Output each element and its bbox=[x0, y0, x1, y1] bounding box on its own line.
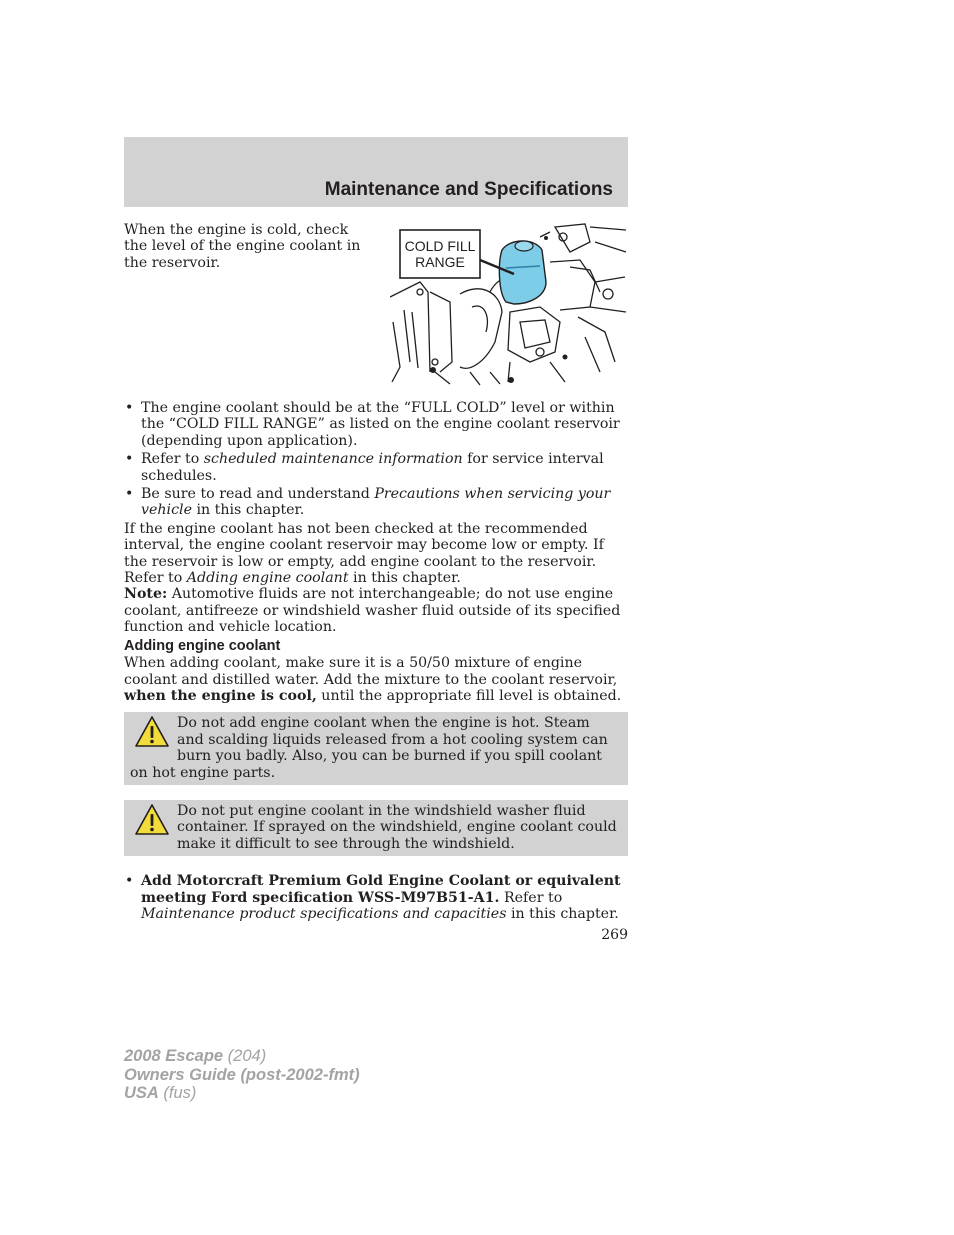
engine-coolant-figure bbox=[390, 222, 628, 387]
cross-reference: Adding engine coolant bbox=[186, 570, 349, 587]
page-title: Maintenance and Specifications bbox=[324, 179, 613, 200]
adding-coolant-paragraph: When adding coolant, make sure it is a 50/50 mixture of engine coolant and distilled water. Add the mixture to the coolant reservoir, when the engine is cool, until the appropriate fill level is obtained. bbox=[124, 655, 622, 704]
body-column bbox=[124, 400, 628, 924]
note-label: Note: bbox=[124, 586, 168, 603]
cross-reference: Precautions when servicing your vehicle bbox=[141, 486, 611, 519]
list-item: • Add Motorcraft Premium Gold Engine Coolant or equivalent meeting Ford specification WSS-M97B51-A1. Refer to Maintenance product specifications and capacities in this chapter. bbox=[124, 873, 628, 922]
header-band bbox=[124, 137, 628, 207]
note-paragraph: Note: Automotive fluids are not interchangeable; do not use engine coolant, antifreeze or windshield washer fluid outside of its specified function and vehicle location. bbox=[124, 586, 621, 636]
document-footer bbox=[124, 1047, 360, 1103]
warning-text: Do not add engine coolant when the engine is hot. Steam and scalding liquids released from a hot cooling system can burn you badly. Also, you can be burned if you spill coolant on hot engine parts. bbox=[130, 715, 608, 781]
warning-box bbox=[124, 712, 628, 785]
intro-paragraph: When the engine is cold, check the level of the engine coolant in the reservoir. bbox=[124, 222, 361, 271]
list-item: • The engine coolant should be at the “FULL COLD” level or within the “COLD FILL RANGE” as listed on the engine coolant reservoir (depending upon application). bbox=[124, 400, 628, 449]
warning-triangle-icon bbox=[134, 715, 170, 749]
warning-box bbox=[124, 800, 628, 856]
bullet-list-2 bbox=[124, 873, 628, 922]
bullet-list-1 bbox=[124, 400, 628, 519]
engine-illustration bbox=[390, 222, 628, 387]
footer-line-1: 2008 Escape (204) bbox=[124, 1047, 267, 1065]
list-item: • Be sure to read and understand Precautions when servicing your vehicle in this chapter. bbox=[124, 486, 628, 519]
footer-line-3: USA (fus) bbox=[124, 1084, 197, 1102]
warning-triangle-icon bbox=[134, 803, 170, 837]
page-number: 269 bbox=[601, 927, 628, 943]
callout-line-1: COLD FILL bbox=[404, 238, 476, 254]
reservoir-cap bbox=[515, 241, 533, 251]
section-heading: Adding engine coolant bbox=[124, 637, 281, 654]
warning-text: Do not put engine coolant in the windshield washer fluid container. If sprayed on the windshield, engine coolant could make it difficult to see through the windshield. bbox=[177, 802, 617, 852]
interval-paragraph: If the engine coolant has not been checked at the recommended interval, the engine coolant reservoir may become low or empty. If the reservoir is low or empty, add engine coolant to the reservoir. Refer to Adding engine coolant in this chapter. bbox=[124, 520, 604, 587]
callout-line-2: RANGE bbox=[415, 254, 465, 270]
footer-line-2: Owners Guide (post-2002-fmt) bbox=[124, 1065, 360, 1084]
cross-reference: Maintenance product specifications and capacities bbox=[141, 905, 507, 922]
cross-reference: scheduled maintenance information bbox=[203, 451, 463, 468]
list-item: • Refer to scheduled maintenance information for service interval schedules. bbox=[124, 451, 628, 484]
